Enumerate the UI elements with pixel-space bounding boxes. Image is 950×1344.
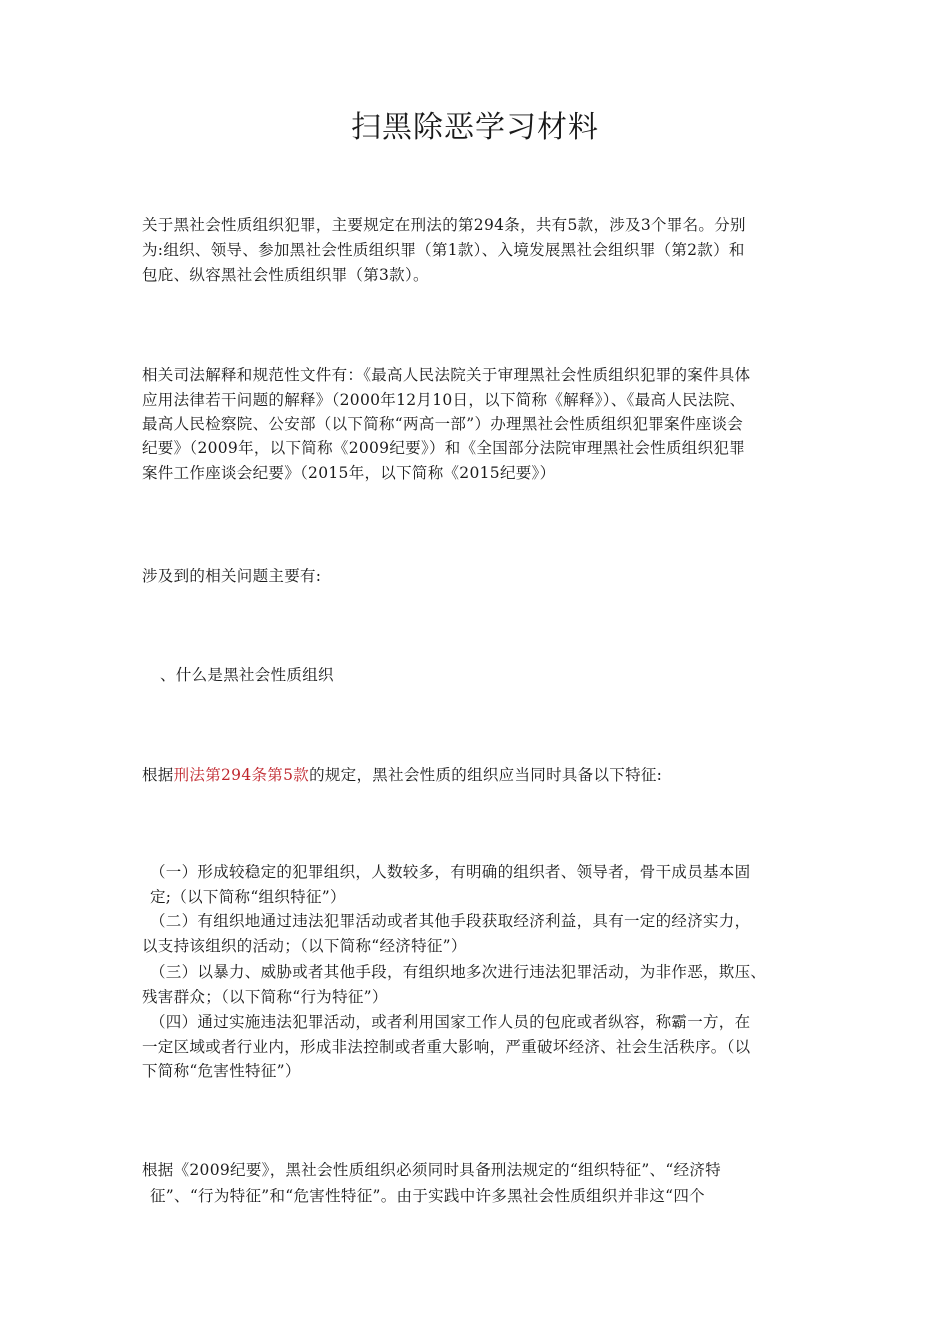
text-line: 应用法律若干问题的解释》（2000年12月10日，以下简称《解释》）、《最高人民法院、 bbox=[142, 391, 746, 409]
text-line: 纪要》（2009年，以下简称《2009纪要》）和《全国部分法院审理黑社会性质组织犯罪 bbox=[142, 439, 745, 457]
text-line: 关于黑社会性质组织犯罪，主要规定在刑法的第294条，共有5款，涉及3个罪名。分别 bbox=[142, 216, 746, 234]
text-prefix: 根据 bbox=[142, 766, 174, 784]
paragraph-statute-reference bbox=[142, 765, 662, 785]
text-line: 最高人民检察院、公安部（以下简称“两高一部”）办理黑社会性质组织犯罪案件座谈会 bbox=[142, 415, 744, 433]
statute-link[interactable]: 刑法第294条第5款 bbox=[173, 766, 310, 784]
text-line: 相关司法解释和规范性文件有：《最高人民法院关于审理黑社会性质组织犯罪的案件具体 bbox=[142, 366, 751, 384]
section-heading: 、什么是黑社会性质组织 bbox=[160, 666, 334, 684]
feature-line: 以支持该组织的活动；（以下简称“经济特征”） bbox=[142, 937, 467, 955]
paragraph-related-issues: 涉及到的相关问题主要有: bbox=[142, 567, 322, 585]
feature-line: 定;（以下简称“组织特征”） bbox=[150, 888, 346, 906]
text-line: 为:组织、领导、参加黑社会性质组织罪（第1款）、入境发展黑社会组织罪（第2款）和 bbox=[142, 241, 745, 259]
feature-line: （二）有组织地通过违法犯罪活动或者其他手段获取经济利益，具有一定的经济实力， bbox=[150, 912, 751, 930]
text-suffix: 的规定，黑社会性质的组织应当同时具备以下特征: bbox=[309, 766, 663, 784]
feature-line: 残害群众；（以下简称“行为特征”） bbox=[142, 988, 388, 1006]
text-line: 包庇、纵容黑社会性质组织罪（第3款）。 bbox=[142, 266, 429, 284]
feature-line: （三）以暴力、威胁或者其他手段，有组织地多次进行违法犯罪活动，为非作恶，欺压、 bbox=[150, 963, 767, 981]
feature-line: （四）通过实施违法犯罪活动，或者利用国家工作人员的包庇或者纵容，称霸一方，在 bbox=[150, 1013, 751, 1031]
text-line: 征”、“行为特征”和“危害性特征”。由于实践中许多黑社会性质组织并非这“四个 bbox=[150, 1187, 705, 1205]
feature-line: 一定区域或者行业内，形成非法控制或者重大影响，严重破坏经济、社会生活秩序。（以 bbox=[142, 1038, 751, 1056]
text-line: 案件工作座谈会纪要》（2015年，以下简称《2015纪要》） bbox=[142, 464, 556, 482]
feature-line: （一）形成较稳定的犯罪组织，人数较多，有明确的组织者、领导者，骨干成员基本固 bbox=[150, 863, 751, 881]
text-line: 根据《2009纪要》，黑社会性质组织必须同时具备刑法规定的“组织特征”、“经济特 bbox=[142, 1161, 721, 1179]
page-title: 扫黑除恶学习材料 bbox=[351, 110, 599, 145]
feature-line: 下简称“危害性特征”） bbox=[142, 1062, 301, 1080]
